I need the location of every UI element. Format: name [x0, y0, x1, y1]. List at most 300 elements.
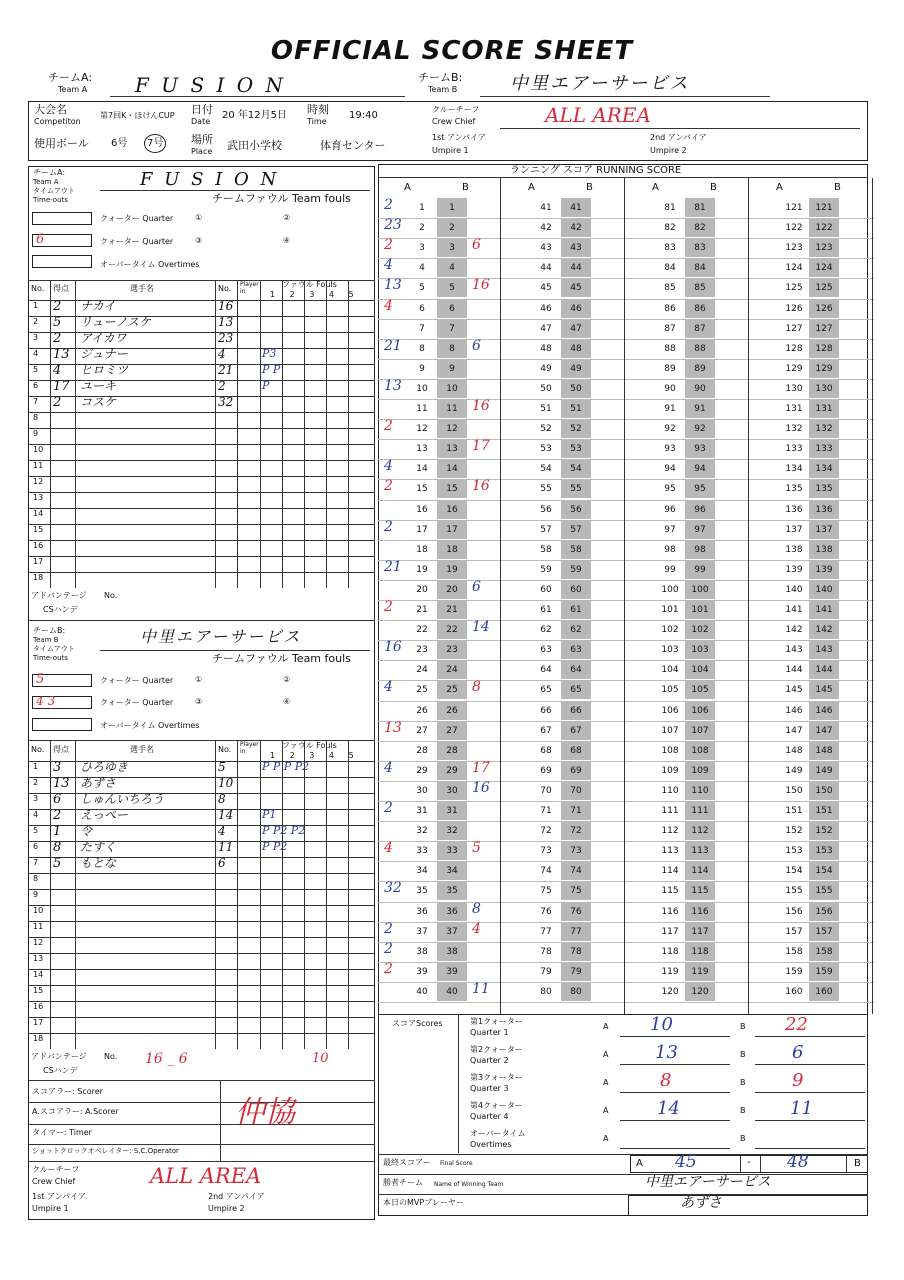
team-a-col-fouls: ファウル Fouls — [282, 280, 337, 289]
q3-score-a: 8 — [660, 1070, 672, 1091]
team-b-col-name: 選手名 — [130, 745, 154, 754]
team-a-q1: ① — [195, 213, 203, 222]
running-number-b: 45 — [570, 283, 582, 294]
running-number-a: 93 — [664, 444, 676, 455]
final-a-label: A — [636, 1158, 643, 1169]
running-number-b: 18 — [446, 544, 458, 555]
ball-circled: 7号 — [144, 134, 166, 153]
running-number-b: 143 — [815, 645, 833, 656]
team-a-q3: ③ — [195, 236, 203, 245]
team-a-timeout-mark: 6 — [36, 232, 45, 247]
team-b-adv-label: アドバンテージ — [31, 1052, 87, 1061]
running-number-a: 55 — [540, 484, 552, 495]
player-cell: P P — [262, 363, 281, 376]
running-number-a: 75 — [540, 886, 552, 897]
crew-chief-sub: Crew Chief — [432, 117, 476, 126]
running-number-b: 72 — [570, 826, 582, 837]
player-cell: 32 — [218, 395, 234, 409]
q4-sub: Quarter 4 — [470, 1112, 509, 1121]
running-col-header: A — [776, 182, 783, 193]
running-number-a: 151 — [785, 806, 803, 816]
team-b-label: チームB: — [418, 71, 463, 84]
running-number-a: 106 — [661, 705, 679, 716]
player-cell: 15 — [33, 986, 44, 995]
running-number-a: 42 — [540, 223, 552, 234]
running-number-b: 40 — [446, 986, 458, 997]
team-b-section-sub: Team B — [33, 636, 59, 644]
running-number-a: 30 — [416, 785, 428, 796]
running-number-a: 117 — [661, 926, 679, 937]
running-number-b: 10 — [446, 383, 458, 394]
running-number-a: 154 — [785, 866, 803, 877]
running-number-b: 153 — [815, 846, 833, 857]
running-number-a: 39 — [416, 966, 428, 977]
bottom-crew-value: ALL AREA — [150, 1164, 262, 1188]
winner-label: 勝者チーム — [383, 1178, 423, 1187]
running-number-a: 129 — [785, 363, 803, 374]
running-number-a: 17 — [416, 524, 428, 535]
running-number-a: 40 — [416, 986, 428, 997]
player-cell: 14 — [33, 509, 44, 518]
running-number-a: 54 — [540, 464, 552, 475]
running-number-a: 127 — [785, 323, 803, 334]
running-number-a: 136 — [785, 504, 803, 515]
q4-label: 第4クォーター — [470, 1101, 523, 1110]
player-cell: P P2 — [262, 840, 288, 853]
running-number-a: 97 — [664, 524, 676, 535]
running-number-b: 3 — [449, 243, 455, 254]
running-number-a: 102 — [661, 625, 679, 636]
running-number-b: 37 — [446, 926, 458, 937]
running-number-a: 121 — [785, 203, 803, 213]
running-number-a: 133 — [785, 444, 803, 455]
running-mark-a: 2 — [384, 940, 393, 957]
running-number-a: 77 — [540, 926, 552, 937]
running-mark-b: 16 — [472, 277, 490, 294]
running-number-a: 125 — [785, 283, 803, 294]
running-number-b: 26 — [446, 705, 458, 716]
running-number-a: 60 — [540, 584, 552, 595]
team-b-q2: ② — [283, 675, 291, 684]
running-number-a: 35 — [416, 886, 428, 897]
running-number-b: 102 — [691, 625, 709, 636]
running-number-b: 59 — [570, 564, 582, 575]
team-a-section-name: F U S I O N — [140, 169, 280, 190]
player-cell: P1 — [262, 808, 277, 821]
running-number-b: 67 — [570, 725, 582, 736]
place-label: 場所 — [191, 133, 213, 146]
time-label: 時刻 — [307, 103, 329, 116]
team-b-q4: ④ — [283, 697, 291, 706]
team-b-q34-label: クォーター Quarter — [100, 698, 174, 707]
running-number-b: 23 — [446, 645, 458, 656]
team-a-section-sub: Team A — [33, 178, 59, 186]
running-number-a: 21 — [416, 605, 428, 615]
running-number-a: 107 — [661, 725, 679, 736]
running-number-a: 74 — [540, 866, 552, 877]
running-number-b: 7 — [449, 323, 455, 334]
player-cell: 3 — [33, 333, 39, 342]
running-number-b: 2 — [449, 223, 455, 234]
date-value: 20 年12月5日 — [222, 110, 287, 121]
team-a-label: チームA: — [48, 71, 93, 84]
player-cell: 9 — [33, 890, 39, 899]
running-number-b: 62 — [570, 625, 582, 636]
team-a-col-points: 得点 — [53, 284, 69, 293]
team-a-section-label: チームA: — [33, 168, 66, 177]
running-number-a: 131 — [785, 404, 803, 414]
running-number-b: 130 — [815, 383, 833, 394]
running-number-a: 122 — [785, 223, 803, 234]
running-number-b: 123 — [815, 243, 833, 254]
player-cell: 16 — [33, 1002, 44, 1011]
running-number-b: 146 — [815, 705, 833, 716]
team-b-col-fouls: ファウル Fouls — [282, 741, 337, 750]
running-number-b: 32 — [446, 826, 458, 837]
running-mark-a: 32 — [384, 880, 402, 897]
place-value-2: 体育センター — [320, 139, 386, 152]
player-cell: 15 — [33, 525, 44, 534]
running-number-b: 127 — [815, 323, 833, 334]
running-number-b: 147 — [815, 725, 833, 736]
player-cell: 7 — [33, 858, 39, 867]
running-number-b: 28 — [446, 745, 458, 756]
running-number-a: 150 — [785, 785, 803, 796]
running-number-a: 139 — [785, 564, 803, 575]
ot-a-label: A — [603, 1134, 609, 1143]
running-number-b: 46 — [570, 303, 582, 314]
running-number-a: 9 — [419, 363, 425, 374]
bottom-crew-label: クルーチーフ — [32, 1165, 80, 1174]
running-number-b: 61 — [570, 605, 582, 615]
team-b-section-name: 中里エアーサービス — [140, 627, 302, 646]
scorer-label: スコアラー: Scorer — [32, 1087, 103, 1096]
running-number-a: 44 — [540, 263, 552, 274]
player-cell: 18 — [33, 573, 44, 582]
player-cell: 8 — [33, 874, 39, 883]
running-number-a: 141 — [785, 605, 803, 615]
mvp-label: 本日のMVPプレーヤー — [383, 1198, 464, 1207]
team-a-sub: Team A — [58, 85, 88, 94]
player-cell: 17 — [33, 557, 44, 566]
running-number-a: 134 — [785, 464, 803, 475]
running-number-b: 95 — [694, 484, 706, 495]
player-cell: 13 — [33, 493, 44, 502]
running-number-a: 43 — [540, 243, 552, 254]
running-col-header: B — [834, 182, 841, 193]
running-number-b: 159 — [815, 966, 833, 977]
player-cell: 2 — [53, 395, 62, 410]
running-number-a: 73 — [540, 846, 552, 857]
running-number-b: 41 — [570, 203, 582, 213]
running-number-b: 24 — [446, 665, 458, 676]
running-number-b: 78 — [570, 946, 582, 957]
team-a-q12-label: クォーター Quarter — [100, 214, 174, 223]
player-cell: 12 — [33, 938, 44, 947]
running-number-b: 148 — [815, 745, 833, 756]
running-number-b: 120 — [691, 986, 709, 997]
running-number-a: 8 — [419, 343, 425, 354]
running-number-a: 158 — [785, 946, 803, 957]
player-cell: 2 — [218, 379, 226, 393]
player-cell: 9 — [33, 429, 39, 438]
running-mark-b: 16 — [472, 478, 490, 495]
running-number-b: 118 — [691, 946, 709, 957]
running-number-b: 101 — [691, 605, 709, 615]
team-b-adv-value: 16 _ 6 — [145, 1051, 188, 1067]
running-number-a: 59 — [540, 564, 552, 575]
running-number-a: 126 — [785, 303, 803, 314]
player-cell: もとな — [80, 856, 117, 870]
time-value: 19:40 — [349, 110, 378, 121]
running-number-b: 38 — [446, 946, 458, 957]
running-mark-b: 16 — [472, 779, 490, 796]
q2-sub: Quarter 2 — [470, 1056, 509, 1065]
running-number-a: 38 — [416, 946, 428, 957]
running-number-b: 117 — [691, 926, 709, 937]
running-number-b: 5 — [449, 283, 455, 294]
q4-a-label: A — [603, 1106, 609, 1115]
running-number-a: 41 — [540, 203, 552, 213]
running-number-a: 112 — [661, 826, 679, 837]
competition-label: 大会名 — [34, 103, 67, 116]
player-cell: しゅんいちろう — [80, 792, 165, 806]
running-number-a: 12 — [416, 424, 428, 435]
team-a-adv-no: No. — [104, 591, 118, 600]
running-number-a: 3 — [419, 243, 425, 254]
player-cell: 17 — [33, 1018, 44, 1027]
running-number-b: 155 — [815, 886, 833, 897]
team-b-adv-no: No. — [104, 1052, 118, 1061]
player-cell: 16 — [33, 541, 44, 550]
player-cell: P3 — [262, 347, 277, 360]
running-number-b: 156 — [815, 906, 833, 917]
running-number-b: 152 — [815, 826, 833, 837]
q1-label: 第1クォーター — [470, 1017, 523, 1026]
running-number-a: 50 — [540, 383, 552, 394]
competition-sub: Competiton — [34, 117, 81, 126]
running-number-b: 90 — [694, 383, 706, 394]
running-number-a: 109 — [661, 765, 679, 776]
running-mark-a: 2 — [384, 960, 393, 977]
team-b-col-points: 得点 — [53, 745, 69, 754]
running-number-b: 58 — [570, 544, 582, 555]
running-number-b: 104 — [691, 665, 709, 676]
q4-score-a: 14 — [657, 1098, 680, 1119]
q1-score-b: 22 — [785, 1014, 808, 1035]
running-number-a: 145 — [785, 685, 803, 696]
bottom-umpire2-label: 2nd アンパイア — [208, 1192, 265, 1201]
running-number-a: 46 — [540, 303, 552, 314]
running-number-b: 88 — [694, 343, 706, 354]
running-mark-a: 16 — [384, 639, 402, 656]
running-number-a: 143 — [785, 645, 803, 656]
running-number-a: 6 — [419, 303, 425, 314]
running-number-b: 66 — [570, 705, 582, 716]
running-col-header: A — [652, 182, 659, 193]
running-number-b: 150 — [815, 785, 833, 796]
player-cell: ナカイ — [80, 299, 116, 313]
crew-chief-value: ALL AREA — [545, 103, 651, 127]
running-number-a: 63 — [540, 645, 552, 656]
running-number-b: 13 — [446, 444, 458, 455]
running-number-a: 146 — [785, 705, 803, 716]
running-number-a: 94 — [664, 464, 676, 475]
running-number-b: 69 — [570, 765, 582, 776]
team-a-timeout-box-3[interactable] — [32, 255, 92, 268]
running-number-a: 115 — [661, 886, 679, 897]
ot-b-label: B — [740, 1134, 746, 1143]
running-number-a: 98 — [664, 544, 676, 555]
player-cell: 4 — [218, 824, 226, 838]
running-number-b: 100 — [691, 584, 709, 595]
player-cell: 2 — [33, 317, 39, 326]
running-number-a: 132 — [785, 424, 803, 435]
team-a-timeout-box-1[interactable] — [32, 212, 92, 225]
running-number-b: 54 — [570, 464, 582, 475]
running-number-b: 128 — [815, 343, 833, 354]
bottom-umpire1-sub: Umpire 1 — [32, 1204, 69, 1213]
scores-label: スコアScores — [392, 1019, 443, 1028]
running-number-b: 36 — [446, 906, 458, 917]
running-number-a: 95 — [664, 484, 676, 495]
running-number-b: 154 — [815, 866, 833, 877]
running-number-a: 62 — [540, 625, 552, 636]
running-mark-a: 2 — [384, 197, 393, 213]
running-mark-a: 2 — [384, 599, 393, 615]
team-b-foul-numbers: 1 2 3 4 5 — [270, 751, 354, 760]
player-cell: 14 — [33, 970, 44, 979]
q2-score-a: 13 — [655, 1042, 678, 1063]
running-number-a: 156 — [785, 906, 803, 917]
running-number-a: 108 — [661, 745, 679, 756]
running-number-a: 137 — [785, 524, 803, 535]
player-cell: 13 — [53, 776, 70, 791]
running-number-a: 16 — [416, 504, 428, 515]
running-number-a: 111 — [661, 806, 679, 816]
team-b-timeout-mark-1: 5 — [36, 672, 45, 687]
player-cell: 8 — [218, 792, 226, 806]
running-number-a: 116 — [661, 906, 679, 917]
player-cell: 4 — [218, 347, 226, 361]
running-number-b: 75 — [570, 886, 582, 897]
running-number-a: 159 — [785, 966, 803, 977]
team-a-col-player-in: Player in — [240, 281, 259, 295]
running-number-b: 107 — [691, 725, 709, 736]
umpire2-label: 2nd アンパイア — [650, 133, 707, 142]
running-number-a: 15 — [416, 484, 428, 495]
mvp-box — [628, 1195, 868, 1216]
running-number-b: 141 — [815, 605, 833, 615]
winner-value: 中里エアーサービス — [645, 1174, 771, 1190]
running-number-a: 103 — [661, 645, 679, 656]
running-mark-b: 16 — [472, 398, 490, 414]
running-number-a: 87 — [664, 323, 676, 334]
player-cell: 6 — [33, 842, 39, 851]
team-b-timeout-box-3[interactable] — [32, 718, 92, 731]
running-number-b: 39 — [446, 966, 458, 977]
running-mark-b: 17 — [472, 438, 490, 455]
running-mark-b: 17 — [472, 759, 490, 776]
running-number-a: 72 — [540, 826, 552, 837]
running-number-b: 25 — [446, 685, 458, 696]
running-number-b: 77 — [570, 926, 582, 937]
running-number-b: 158 — [815, 946, 833, 957]
player-cell: 6 — [33, 381, 39, 390]
ball-label: 使用ボール — [34, 137, 89, 150]
player-cell: アイカワ — [80, 331, 127, 345]
running-number-b: 29 — [446, 765, 458, 776]
running-number-a: 105 — [661, 685, 679, 696]
player-cell: ひろゆき — [80, 760, 129, 774]
q1-a-label: A — [603, 1022, 609, 1031]
running-number-a: 142 — [785, 625, 803, 636]
running-number-b: 137 — [815, 524, 833, 535]
player-cell: コスケ — [80, 395, 117, 409]
q3-b-label: B — [740, 1078, 746, 1087]
time-sub: Time — [307, 117, 327, 126]
timer-label: タイマー: Timer — [32, 1128, 92, 1137]
running-number-a: 140 — [785, 584, 803, 595]
player-cell: えっぺー — [80, 808, 129, 822]
running-number-b: 30 — [446, 785, 458, 796]
running-number-b: 109 — [691, 765, 709, 776]
running-number-a: 10 — [416, 383, 428, 394]
running-mark-b: 14 — [472, 619, 490, 636]
team-a-col-name: 選手名 — [130, 284, 154, 293]
player-cell: ヒロミツ — [80, 363, 129, 377]
running-number-b: 15 — [446, 484, 458, 495]
player-cell: 12 — [33, 477, 44, 486]
team-b-q12-label: クォーター Quarter — [100, 676, 174, 685]
running-number-b: 21 — [446, 605, 458, 615]
q3-sub: Quarter 3 — [470, 1084, 509, 1093]
bottom-crew-sub: Crew Chief — [32, 1177, 76, 1186]
q2-score-b: 6 — [792, 1042, 804, 1063]
player-cell: 3 — [33, 794, 39, 803]
running-number-b: 144 — [815, 665, 833, 676]
player-cell: 16 — [218, 299, 234, 313]
running-number-a: 110 — [661, 785, 679, 796]
running-number-a: 67 — [540, 725, 552, 736]
mvp-value: あずさ — [680, 1195, 722, 1211]
team-b-timeout-label: タイムアウト — [33, 645, 75, 653]
running-number-b: 84 — [694, 263, 706, 274]
running-mark-b: 6 — [472, 578, 481, 595]
running-mark-a: 21 — [384, 337, 402, 354]
running-number-a: 20 — [416, 584, 428, 595]
running-mark-a: 2 — [384, 800, 393, 816]
player-cell: 4 — [33, 810, 39, 819]
running-number-b: 83 — [694, 243, 706, 254]
running-number-a: 28 — [416, 745, 428, 756]
running-number-a: 24 — [416, 665, 428, 676]
running-number-b: 92 — [694, 424, 706, 435]
running-number-a: 138 — [785, 544, 803, 555]
running-number-a: 34 — [416, 866, 428, 877]
running-number-b: 119 — [691, 966, 709, 977]
running-number-a: 18 — [416, 544, 428, 555]
running-number-a: 89 — [664, 363, 676, 374]
running-number-b: 134 — [815, 464, 833, 475]
running-number-b: 80 — [570, 986, 582, 997]
running-number-a: 1 — [419, 203, 425, 213]
running-number-b: 132 — [815, 424, 833, 435]
running-number-a: 56 — [540, 504, 552, 515]
running-number-a: 69 — [540, 765, 552, 776]
running-number-b: 16 — [446, 504, 458, 515]
running-number-b: 47 — [570, 323, 582, 334]
